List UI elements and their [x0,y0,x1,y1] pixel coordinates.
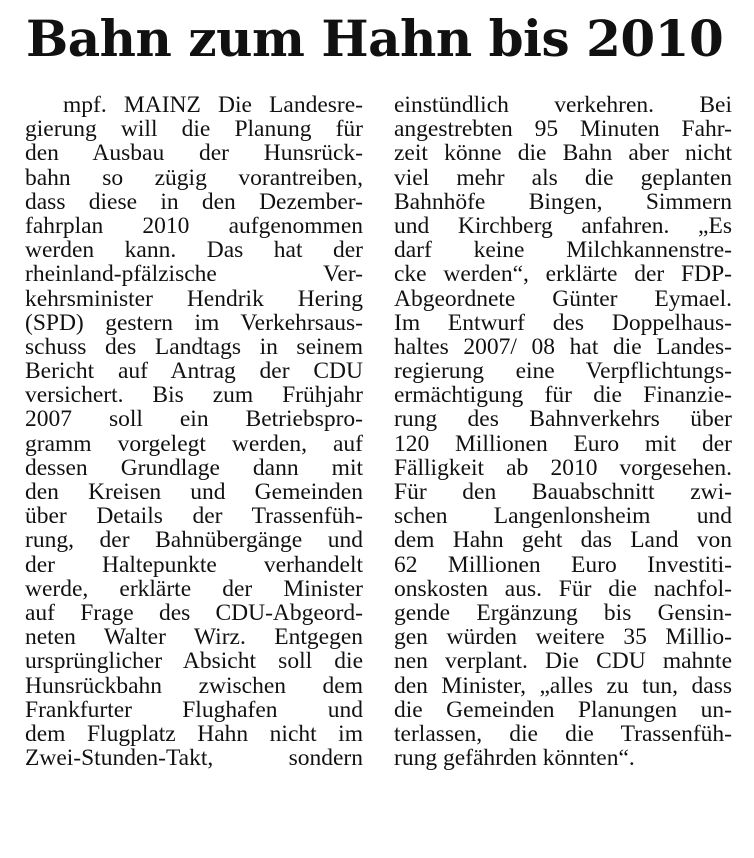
article-line: Abgeordnete Günter Eymael. [394,285,732,312]
article-line: Bericht auf Antrag der CDU [25,358,363,385]
article-line: zeit könne die Bahn aber nicht [394,140,732,167]
article-line: 120 Millionen Euro mit der [394,430,732,457]
article-line: rung gefährden könnten“. [394,745,635,772]
article-line: terlassen, die die Trassenfüh- [394,720,732,747]
article-line: und Kirchberg anfahren. „Es [394,212,732,239]
article-line: dessen Grundlage dann mit [25,454,363,481]
article-line: (SPD) gestern im Verkehrsaus- [25,309,363,336]
article-line: Für den Bauabschnitt zwi- [394,479,732,505]
article-line: den Kreisen und Gemeinden [25,479,363,505]
article-line: Im Entwurf des Doppelhaus- [394,309,732,336]
article-line: viel mehr als die geplanten [394,164,732,191]
article-line: fahrplan 2010 aufgenommen [25,212,363,239]
article-line: ermächtigung für die Finanzie- [394,382,732,409]
article-line: cke werden“, erklärte der FDP- [394,261,732,288]
article-line: 62 Millionen Euro Investiti- [394,551,732,578]
article-column-right [394,93,732,770]
article-line: Hunsrückbahn zwischen dem [25,672,363,699]
article-line: gende Ergänzung bis Gensin- [394,599,732,626]
article-line: rheinland-pfälzische Ver- [25,261,363,288]
article-line: den Ausbau der Hunsrück- [25,140,363,167]
headline: Bahn zum Hahn bis 2010 [26,9,724,68]
article-line: dem Flugplatz Hahn nicht im [25,720,363,747]
article-line: die Gemeinden Planungen un- [394,696,732,723]
article-line: ursprünglicher Absicht soll die [25,648,363,675]
article-line: schen Langenlonsheim und [394,503,732,530]
article-line: darf keine Milchkannenstre- [394,237,732,264]
article-line: mpf. MAINZ Die Landesre- [63,92,363,118]
article-line: kehrsminister Hendrik Hering [25,285,363,312]
article-line: den Minister, „alles zu tun, dass [394,672,732,699]
article-line: versichert. Bis zum Frühjahr [25,382,363,409]
article-line: dem Hahn geht das Land von [394,527,732,554]
article-line: gierung will die Planung für [25,116,363,143]
article-line: einstündlich verkehren. Bei [394,92,732,118]
article-line: onskosten aus. Für die nachfol- [394,575,732,602]
article-line: Frankfurter Flughafen und [25,696,363,723]
article-line: bahn so zügig vorantreiben, [25,164,363,191]
article-line: schuss des Landtags in seinem [25,333,363,360]
article-line: 2007 soll ein Betriebspro- [25,406,363,433]
article-line: dass diese in den Dezember- [25,188,363,215]
article-column-left [25,93,363,770]
article-line: rung des Bahnverkehrs über [394,406,732,433]
article-line: über Details der Trassenfüh- [25,503,363,530]
article-line: werden kann. Das hat der [25,237,363,264]
article-line: haltes 2007/ 08 hat die Landes- [394,333,732,360]
article-line: angestrebten 95 Minuten Fahr- [394,116,732,143]
article-line: werde, erklärte der Minister [25,575,363,602]
article-line: nen verplant. Die CDU mahnte [394,648,732,675]
article-line: gramm vorgelegt werden, auf [25,430,363,457]
article-line: neten Walter Wirz. Entgegen [25,624,363,651]
article-line: Zwei-Stunden-Takt, sondern [25,745,363,772]
article-line: rung, der Bahnübergänge und [25,527,363,554]
article-line: der Haltepunkte verhandelt [25,551,363,578]
article-line: auf Frage des CDU-Abgeord- [25,599,363,626]
article-line: Fälligkeit ab 2010 vorgesehen. [394,454,732,481]
article-line: gen würden weitere 35 Millio- [394,624,732,651]
article-line: regierung eine Verpflichtungs- [394,358,732,385]
article-line: Bahnhöfe Bingen, Simmern [394,188,732,215]
